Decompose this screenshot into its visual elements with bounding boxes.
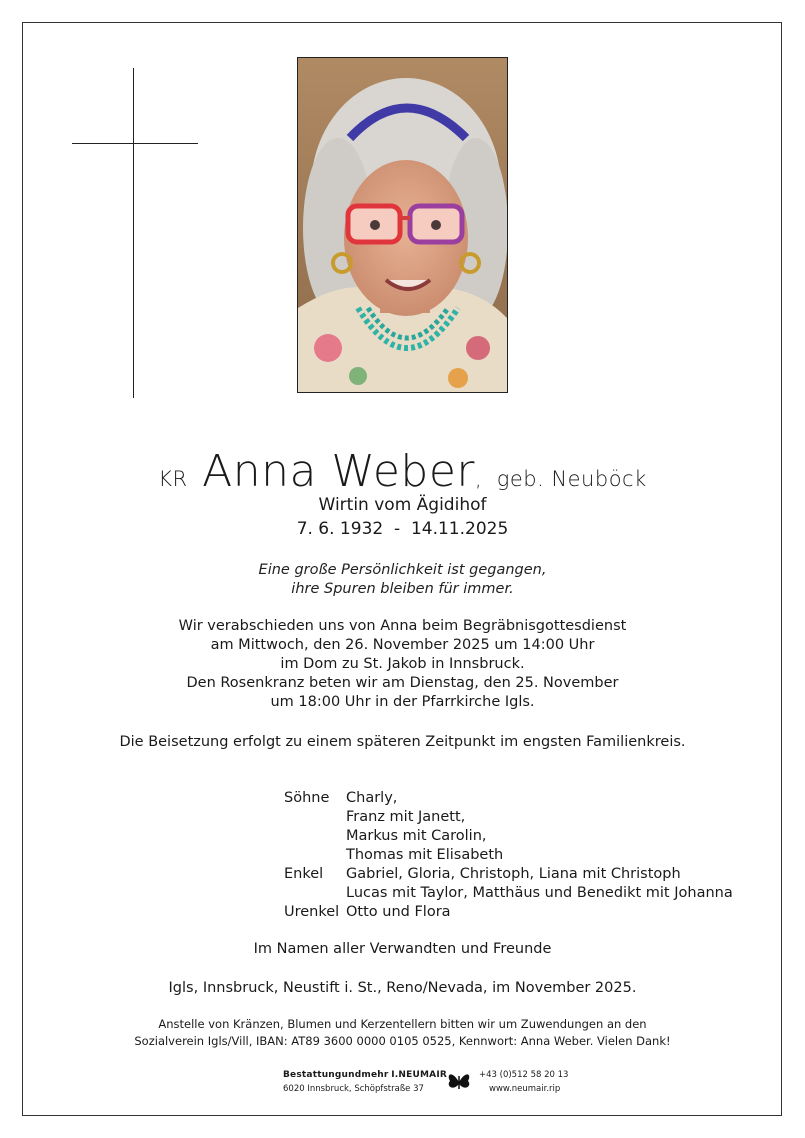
son-name: Thomas mit Elisabeth	[346, 847, 504, 863]
brand-tagline: Bestattungundmehr	[283, 1070, 389, 1080]
subtitle: Wirtin vom Ägidihof	[318, 495, 487, 515]
son-name: Markus mit Carolin,	[346, 828, 487, 844]
quote-line-2: ihre Spuren bleiben für immer.	[291, 581, 514, 597]
service-line-2: am Mittwoch, den 26. November 2025 um 14:00 Uhr	[210, 637, 595, 653]
donation-line-2: Sozialverein Igls/Vill, IBAN: AT89 3600 0000 0105 0525, Kennwort: Anna Weber. Vielen Dank!	[134, 1034, 671, 1048]
donation-line-1: Anstelle von Kränzen, Blumen und Kerzentellern bitten wir um Zuwendungen an den	[158, 1017, 647, 1031]
butterfly-icon	[446, 1070, 472, 1097]
brand-name: I.NEUMAIR	[391, 1070, 448, 1080]
son-name: Franz mit Janett,	[346, 809, 466, 825]
great-grandchildren-label: Urenkel	[284, 904, 340, 920]
funeral-home-footer	[283, 1070, 583, 1100]
name-comma: ,	[475, 467, 483, 491]
sons-label: Söhne	[284, 790, 330, 806]
footer-address: 6020 Innsbruck, Schöpfstraße 37	[283, 1084, 424, 1094]
deceased-name: Anna Weber	[202, 446, 476, 497]
cross-icon-vertical	[133, 68, 134, 398]
son-name: Charly,	[346, 790, 398, 806]
on-behalf-line: Im Namen aller Verwandten und Freunde	[253, 941, 552, 957]
birth-name: geb. Neuböck	[496, 467, 647, 491]
places-line: Igls, Innsbruck, Neustift i. St., Reno/Nevada, im November 2025.	[168, 980, 637, 996]
grandchildren-line: Lucas mit Taylor, Matthäus und Benedikt mit Johanna	[346, 885, 733, 901]
portrait-photo	[297, 57, 508, 393]
grandchildren-line: Gabriel, Gloria, Christoph, Liana mit Christoph	[346, 866, 681, 882]
great-grandchildren-line: Otto und Flora	[346, 904, 451, 920]
quote-line-1: Eine große Persönlichkeit ist gegangen,	[258, 562, 547, 578]
family-list	[284, 789, 733, 922]
life-dates: 7. 6. 1932 - 14.11.2025	[296, 519, 509, 539]
grandchildren-label: Enkel	[284, 866, 324, 882]
cross-icon-horizontal	[72, 143, 198, 144]
service-line-5: um 18:00 Uhr in der Pfarrkirche Igls.	[270, 694, 535, 710]
service-line-3: im Dom zu St. Jakob in Innsbruck.	[280, 656, 525, 672]
footer-phone: +43 (0)512 58 20 13	[479, 1070, 569, 1080]
burial-note: Die Beisetzung erfolgt zu einem späteren Zeitpunkt im engsten Familienkreis.	[119, 734, 686, 750]
service-line-4: Den Rosenkranz beten wir am Dienstag, den 25. November	[186, 675, 619, 691]
footer-website[interactable]: www.neumair.rip	[489, 1084, 561, 1094]
deceased-name-line	[0, 446, 805, 497]
honorific-prefix: KR	[158, 467, 188, 491]
service-line-1: Wir verabschieden uns von Anna beim Begräbnisgottesdienst	[178, 618, 627, 634]
